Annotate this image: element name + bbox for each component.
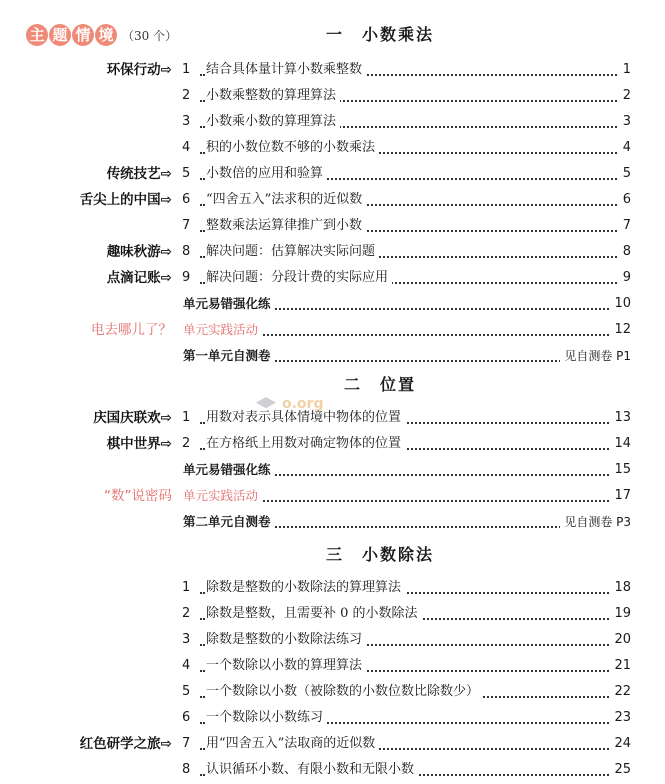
- toc-entry[interactable]: [0, 406, 665, 430]
- page-number: 17: [610, 484, 631, 508]
- graduation-cap-icon: [256, 397, 276, 411]
- unit-item-title: 单元实践活动: [183, 318, 262, 342]
- watermark: [256, 396, 323, 412]
- lesson-title: 认识循环小数、有限小数和无限小数: [206, 758, 418, 782]
- page-number: 14: [610, 432, 631, 456]
- toc-entry[interactable]: [0, 628, 665, 652]
- page-number: 6: [619, 188, 631, 212]
- toc-entry[interactable]: [0, 758, 665, 782]
- toc-entry[interactable]: [0, 458, 665, 482]
- toc-entry[interactable]: [0, 58, 665, 82]
- lesson-title: 一个数除以小数（被除数的小数位数比除数少）: [206, 680, 483, 704]
- lesson-title: 用数对表示具体情境中物体的位置: [206, 406, 405, 430]
- toc-entry[interactable]: [0, 680, 665, 704]
- lesson-number: 5: [182, 684, 191, 699]
- theme-label: “数”说密码: [104, 488, 172, 504]
- page-number: 23: [610, 706, 631, 730]
- toc-entry[interactable]: [0, 136, 665, 160]
- lesson-number: 2: [182, 606, 191, 621]
- lesson-title: 积的小数位数不够的小数乘法: [206, 136, 379, 160]
- toc-entry[interactable]: [0, 188, 665, 212]
- toc-entry[interactable]: [0, 84, 665, 108]
- toc-entry[interactable]: [0, 576, 665, 600]
- page-reference: 见自测卷 P3: [560, 510, 631, 534]
- lesson-number: 3: [182, 632, 191, 647]
- lesson-number: 7: [182, 218, 191, 233]
- lesson-title: 除数是整数的小数除法练习: [206, 628, 366, 652]
- lesson-title: 解决问题：分段计费的实际应用: [206, 266, 392, 290]
- section-title: 二 位置: [343, 375, 416, 394]
- page-number: 12: [610, 318, 631, 342]
- toc-entry[interactable]: [0, 484, 665, 508]
- toc-entry[interactable]: [0, 110, 665, 134]
- page-number: 22: [610, 680, 631, 704]
- lesson-title: 解决问题：估算解决实际问题: [206, 240, 379, 264]
- theme-count: （30 个）: [122, 28, 178, 43]
- badge-char: 情: [72, 24, 94, 46]
- lesson-title: “四舍五入”法求积的近似数: [206, 188, 366, 212]
- lesson-number: 1: [182, 580, 191, 595]
- lesson-title: 小数倍的应用和验算: [206, 162, 327, 186]
- unit-item-title: 单元易错强化练: [183, 458, 275, 482]
- page-number: 9: [619, 266, 631, 290]
- toc-entry[interactable]: [0, 162, 665, 186]
- page-number: 1: [619, 58, 631, 82]
- lesson-number: 2: [182, 436, 191, 451]
- lesson-title: 用“四舍五入”法取商的近似数: [206, 732, 379, 756]
- theme-label: 传统技艺⇨: [106, 166, 172, 182]
- lesson-title: 小数乘小数的算理算法: [206, 110, 340, 134]
- theme-label: 庆国庆联欢⇨: [93, 410, 172, 426]
- unit-item-title: 第一单元自测卷: [183, 344, 275, 368]
- lesson-number: 8: [182, 244, 191, 259]
- page-number: 21: [610, 654, 631, 678]
- page-number: 8: [619, 240, 631, 264]
- lesson-title: 除数是整数，且需要补 0 的小数除法: [206, 602, 422, 626]
- page-number: 13: [610, 406, 631, 430]
- lesson-title: 小数乘整数的算理算法: [206, 84, 340, 108]
- unit-item-title: 单元实践活动: [183, 484, 262, 508]
- lesson-number: 1: [182, 62, 191, 77]
- lesson-title: 一个数除以小数的算理算法: [206, 654, 366, 678]
- lesson-title: 一个数除以小数练习: [206, 706, 327, 730]
- page-number: 24: [610, 732, 631, 756]
- page-number: 18: [610, 576, 631, 600]
- page-number: 7: [619, 214, 631, 238]
- lesson-number: 5: [182, 166, 191, 181]
- toc-entry[interactable]: [0, 432, 665, 456]
- toc-entry[interactable]: [0, 732, 665, 756]
- toc-entry[interactable]: [0, 706, 665, 730]
- page-number: 4: [619, 136, 631, 160]
- badge-char: 主: [26, 24, 48, 46]
- theme-label: 环保行动⇨: [106, 62, 172, 78]
- page-number: 25: [610, 758, 631, 782]
- theme-label: 点滴记账⇨: [106, 270, 172, 286]
- page-number: 5: [619, 162, 631, 186]
- theme-label: 舌尖上的中国⇨: [79, 192, 172, 208]
- lesson-number: 3: [182, 114, 191, 129]
- page-number: 10: [610, 292, 631, 316]
- page-number: 15: [610, 458, 631, 482]
- toc-entry[interactable]: [0, 292, 665, 316]
- toc-entry[interactable]: [0, 344, 665, 368]
- badge-char: 题: [49, 24, 71, 46]
- theme-label: 趣味秋游⇨: [106, 244, 172, 260]
- lesson-number: 4: [182, 140, 191, 155]
- dot-leader: [200, 500, 625, 502]
- lesson-title: 整数乘法运算律推广到小数: [206, 214, 366, 238]
- dot-leader: [200, 334, 625, 336]
- page-number: 20: [610, 628, 631, 652]
- theme-label: 红色研学之旅⇨: [79, 736, 172, 752]
- toc-entry[interactable]: [0, 654, 665, 678]
- theme-label: 棋中世界⇨: [106, 436, 172, 452]
- lesson-number: 1: [182, 410, 191, 425]
- lesson-title: 在方格纸上用数对确定物体的位置: [206, 432, 405, 456]
- lesson-number: 7: [182, 736, 191, 751]
- section-title: 一 小数乘法: [325, 25, 434, 44]
- theme-label: 电去哪儿了？: [91, 322, 172, 338]
- page-reference: 见自测卷 P1: [560, 344, 631, 368]
- toc-entry[interactable]: [0, 318, 665, 342]
- lesson-number: 4: [182, 658, 191, 673]
- toc-entry[interactable]: [0, 240, 665, 264]
- toc-entry[interactable]: [0, 266, 665, 290]
- lesson-number: 2: [182, 88, 191, 103]
- lesson-number: 6: [182, 710, 191, 725]
- lesson-number: 9: [182, 270, 191, 285]
- watermark-text: o.org: [282, 396, 324, 412]
- toc-entry[interactable]: [0, 214, 665, 238]
- lesson-title: 结合具体量计算小数乘整数: [206, 58, 366, 82]
- page-number: 19: [610, 602, 631, 626]
- page-number: 3: [619, 110, 631, 134]
- unit-item-title: 第二单元自测卷: [183, 510, 275, 534]
- page-number: 2: [619, 84, 631, 108]
- toc-entry[interactable]: [0, 510, 665, 534]
- section-title: 三 小数除法: [325, 545, 434, 564]
- lesson-title: 除数是整数的小数除法的算理算法: [206, 576, 405, 600]
- unit-item-title: 单元易错强化练: [183, 292, 275, 316]
- toc-entry[interactable]: [0, 602, 665, 626]
- badge-char: 境: [95, 24, 117, 46]
- lesson-number: 6: [182, 192, 191, 207]
- lesson-number: 8: [182, 762, 191, 777]
